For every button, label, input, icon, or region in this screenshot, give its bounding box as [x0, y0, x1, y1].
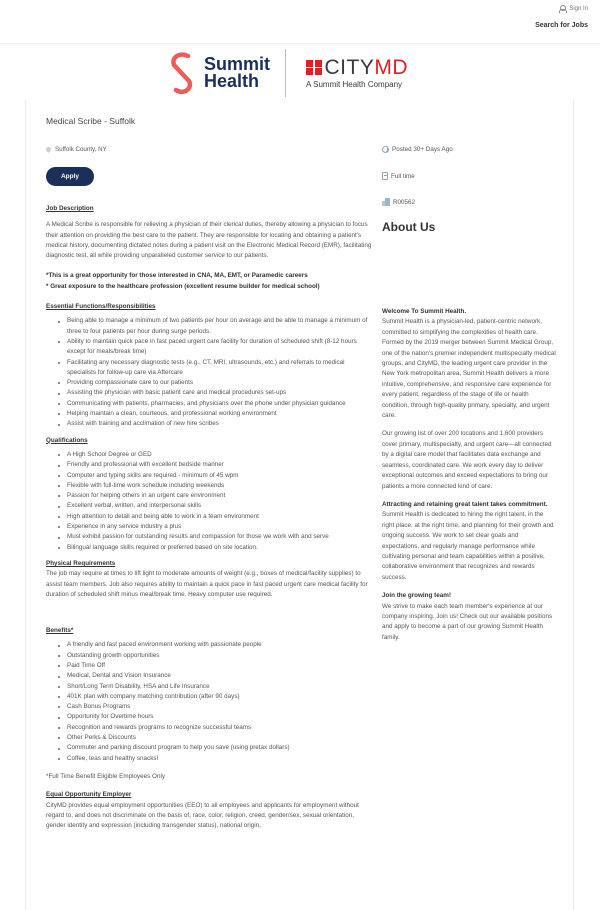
logo-divider [285, 49, 286, 97]
search-for-jobs-link[interactable]: Search for Jobs [535, 22, 588, 29]
list-item: Communicating with patients, pharmacies, and physicians over the phone under physician guidance [67, 399, 374, 409]
eeo-heading: Equal Opportunity Employer [46, 791, 132, 799]
list-item: Bilingual language skills required or preferred based on site location. [67, 543, 374, 553]
highlight-2: * Great exposure to the healthcare profession (excellent resume builder for medical school) [46, 282, 320, 290]
benefits-heading: Benefits* [46, 627, 74, 635]
list-item: Providing compassionate care to our patients [67, 378, 374, 388]
company-logos[interactable] [168, 48, 408, 98]
list-item: Short/Long Term Disability, HSA and Life Insurance [67, 682, 374, 692]
list-item: Commuter and parking discount program to help you save (using pretax dollars) [67, 743, 374, 753]
citymd-logo [306, 55, 409, 89]
summit-word: Summit [204, 54, 271, 74]
logo-band [0, 44, 600, 102]
welcome-heading: Welcome To Summit Health. [382, 308, 467, 315]
benefits-list [46, 640, 374, 764]
summit-health-wordmark [204, 56, 270, 90]
talent-text: Summit Health is dedicated to hiring the right talent, in the right place, at the right time, and planning for their growth and ongoing success. We work to set clear goals and expectations, and regularly manage performance while cultivating personal and team capabilities within a positive, collaborative environment that recognizes and rewards success. [382, 511, 554, 581]
join-heading: Join the growing team! [382, 592, 451, 600]
list-item: 401K plan with company matching contribution (after 90 days) [67, 692, 374, 702]
list-item: Friendly and professional with excellent bedside manner [67, 460, 374, 470]
list-item: High attention to detail and being able to work in a team environment [67, 512, 374, 522]
qualifications-list [46, 450, 374, 553]
citymd-wordmark: CITYMD [324, 55, 409, 79]
list-item: Excellent verbal, written, and interpersonal skills [67, 501, 374, 511]
document-icon [382, 172, 388, 180]
list-item: Cash Bonus Programs [67, 702, 374, 712]
physical-requirements-heading: Physical Requirements [46, 559, 116, 567]
location-pin-icon [45, 146, 52, 153]
summit-health-logo-icon [168, 51, 196, 95]
posted-text: Posted 30+ Days Ago [392, 146, 453, 153]
list-item: Other Perks & Discounts [67, 733, 374, 743]
list-item: Passion for helping others in an urgent care environment [67, 491, 374, 501]
posted-date [382, 146, 453, 153]
list-item: Assisting the physician with basic patient care and medical procedures set-ups [67, 388, 374, 398]
list-item: Computer and typing skills are required - minimum of 45 wpm [67, 471, 374, 481]
about-us-section [382, 307, 557, 643]
job-posting-card [25, 100, 574, 910]
job-description [46, 204, 374, 831]
sign-in-link[interactable] [559, 5, 588, 12]
health-word: Health [204, 71, 260, 91]
job-location [46, 146, 107, 153]
job-intro-text: A Medical Scribe is responsible for relieving a physician of their clerical duties, thereby allowing a physician to focus their attention on providing the best care to the patient. They are responsible for locating and obtaining a patient's medical history, documenting dictated notes during a patient visit on the Electronic Medical Record (EMR), facilitating diagnostic test, all while providing unparalleled customer service to our patients. [46, 221, 372, 260]
list-item: A High School Degree or GED [67, 450, 374, 460]
job-description-heading: Job Description [46, 205, 94, 212]
list-item: Paid Time Off [67, 661, 374, 671]
highlight-1: *This is a great opportunity for those interested in CNA, MA, EMT, or Paramedic careers [46, 272, 308, 280]
clock-icon [382, 146, 389, 153]
id-building-icon [382, 198, 390, 206]
sign-in-label: Sign In [569, 5, 588, 12]
time-type-text: Full time [391, 172, 415, 180]
physical-requirements-text: The job may require at times to lift light to moderate amounts of weight (e.g., boxes of medical/facility supplies) to assist team members. Job also requires ability to maintain a quick pace in fast paced urgent care medical facility for duration of scheduled shift minus meal/break time. Heavy computer use required. [46, 570, 368, 598]
list-item: Flexible with full-time work schedule including weekends [67, 481, 374, 491]
user-icon [559, 5, 565, 12]
job-id-text: R00562 [393, 198, 416, 206]
list-item: Assist with training and acclimation of new hire scribes [67, 419, 374, 429]
eeo-text: CityMD provides equal employment opportunities (EEO) to all employees and applicants for employment without regard to, and does not discriminate on the basis of, race, color, religion, creed, gender/sex, sexual orientation, gender identity and expression (including transgender status), national origin, [46, 801, 359, 830]
citymd-tagline: A Summit Health Company [306, 79, 403, 89]
list-item: Medical, Dental and Vision Insurance [67, 671, 374, 681]
list-item: Opportunity for Overtime hours [67, 712, 374, 722]
list-item: Facilitating any necessary diagnostic tests (e.g., CT, MRI, ultrasounds, etc.) and referrals to medical specialists for follow-up care via Aftercare [67, 358, 374, 379]
list-item: Experience in any service industry a plus [67, 522, 374, 532]
list-item: Outstanding growth opportunities [67, 651, 374, 661]
list-item: Coffee, teas and healthy snacks! [67, 754, 374, 764]
job-requisition-id [382, 198, 415, 206]
essential-functions-list [46, 316, 374, 429]
list-item: Recognition and rewards programs to recognize successful teams [67, 723, 374, 733]
list-item: Being able to manage a minimum of two patients per hour on average and be able to manage a minimum of three to four patients per hour during surge periods. [67, 316, 374, 337]
time-type [382, 172, 415, 180]
qualifications-heading: Qualifications [46, 436, 88, 444]
about-us-heading: About Us [382, 220, 436, 234]
locations-text: Our growing list of over 200 locations and 1,600 providers cover primary, multispecialty, and urgent care—all connected by a digital care model that facilitates data exchange and seamless, coordinated care. We work every day to deliver exceptional outcomes and exceed expectations to bring our patients a more connected kind of care. [382, 430, 552, 490]
benefits-note: *Full Time Benefit Eligible Employees Only [46, 772, 165, 780]
list-item: Helping maintain a clean, courteous, and professional working environment [67, 409, 374, 419]
join-text: We strive to make each team member's experience at our company inspiring. Join us! Check out our available positions and apply to become a part of our growing Summit Health family. [382, 602, 553, 641]
apply-button[interactable]: Apply [46, 167, 94, 186]
welcome-text: Summit Health is a physician-led, patient-centric network, committed to simplifying the complexities of health care. Formed by the 2019 merger between Summit Medical Group, one of the nation's premier independent multispecialty medical groups, and CityMD, the leading urgent care provider in the New York metropolitan area, Summit Health delivers a more intuitive, comprehensive, and responsive care experience for every patient, regardless of the stage of life or health condition, through high-quality primary, specialty, and urgent care. [382, 318, 556, 420]
list-item: A friendly and fast paced environment working with passionate people [67, 640, 374, 650]
location-text: Suffolk County, NY [55, 146, 107, 153]
job-title: Medical Scribe - Suffolk [46, 116, 136, 126]
top-bar [0, 0, 600, 44]
citymd-cross-icon [306, 60, 322, 76]
essential-functions-heading: Essential Functions/Responsibilities [46, 303, 156, 311]
talent-heading: Attracting and retaining great talent takes commitment. [382, 500, 548, 508]
list-item: Ability to maintain quick pace in fast paced urgent care facility for duration of scheduled shift (8-12 hours except for meals/break time) [67, 337, 374, 358]
list-item: Must exhibit passion for outstanding results and compassion for those we work with and serve [67, 532, 374, 542]
